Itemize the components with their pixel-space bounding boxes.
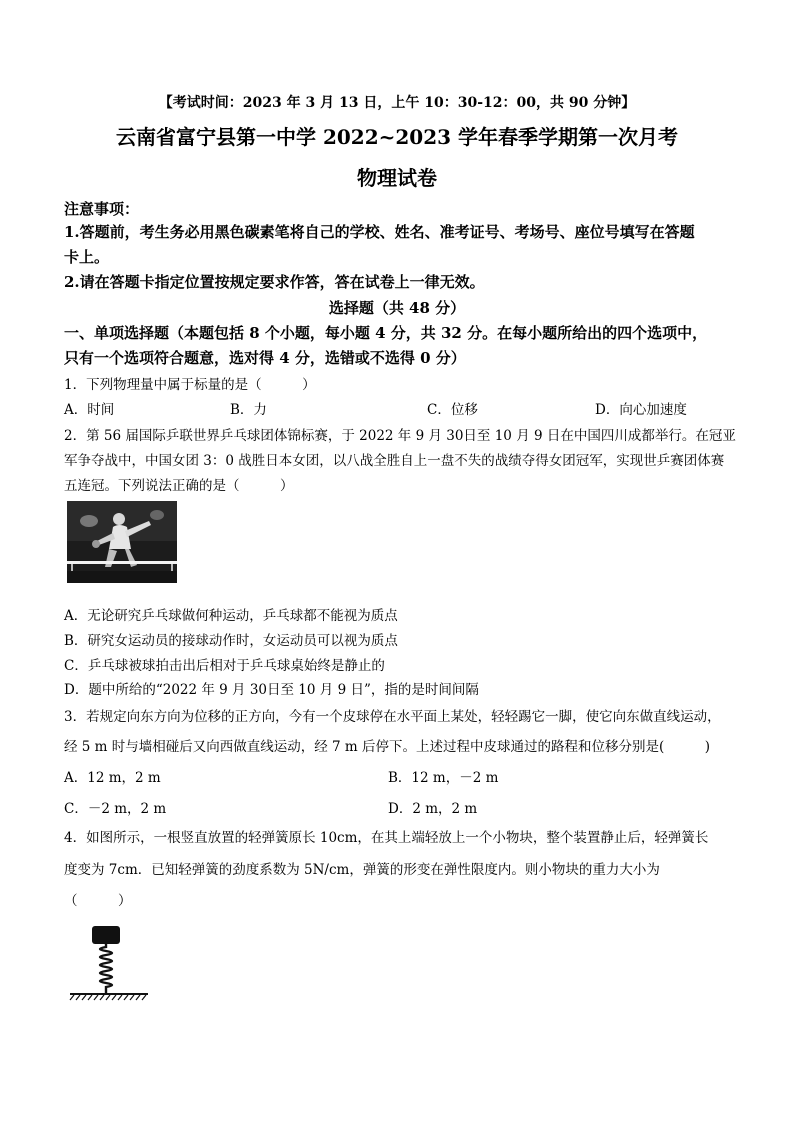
q3-stem-line-2: 经 5 m 时与墙相碰后又向西做直线运动，经 7 m 后停下。上述过程中皮球通过的路程和位移分别是( ) — [64, 739, 711, 755]
q2-stem-line-2: 军争夺战中，中国女团 3：0 战胜日本女团，以八战全胜自上一盘不失的战绩夺得女团冠军，实现世乒赛团体赛 — [64, 453, 725, 469]
q2-option-b: B．研究女运动员的接球动作时，女运动员可以视为质点 — [64, 633, 398, 649]
spring-block-diagram — [66, 920, 156, 1004]
q3-stem-line-1: 3．若规定向东方向为位移的正方向，今有一个皮球停在水平面上某处，轻轻踢它一脚，使它向东做直线运动， — [64, 709, 721, 725]
q4-stem-line-1: 4．如图所示，一根竖直放置的轻弹簧原长 10cm，在其上端轻放上一个小物块，整个装置静止后，轻弹簧长 — [64, 830, 709, 846]
q2-option-c: C．乒乓球被球拍击出后相对于乒乓球桌始终是静止的 — [64, 658, 385, 674]
table-tennis-player-photo — [67, 501, 177, 583]
section-title: 选择题（共 48 分） — [328, 299, 466, 317]
q1-stem: 1．下列物理量中属于标量的是（ ） — [64, 377, 316, 393]
q4-stem-line-3: （ ） — [64, 893, 132, 909]
q1-option-a: A．时间 — [64, 402, 115, 418]
exam-title: 云南省富宁县第一中学 2022~2023 学年春季学期第一次月考 — [115, 125, 678, 149]
q2-option-d: D．题中所给的“2022 年 9 月 30日至 10 月 9 日”，指的是时间间隔 — [64, 682, 479, 698]
q1-option-b: B．力 — [230, 402, 267, 418]
q3-option-d: D．2 m，2 m — [388, 801, 478, 817]
notes-item-2: 2.请在答题卡指定位置按规定要求作答，答在试卷上一律无效。 — [64, 273, 485, 291]
q4-stem-line-2: 度变为 7cm．已知轻弹簧的劲度系数为 5N/cm，弹簧的形变在弹性限度内。则小物块的重力大小为 — [64, 862, 660, 878]
notes-heading: 注意事项： — [64, 200, 140, 218]
q2-stem-line-1: 2．第 56 届国际乒联世界乒乓球团体锦标赛，于 2022 年 9 月 30日至 10 月 9 日在中国四川成都举行。在冠亚 — [64, 428, 736, 444]
notes-item-1-line-2: 卡上。 — [64, 248, 110, 266]
q3-option-a: A．12 m，2 m — [64, 770, 161, 786]
q2-stem-line-3: 五连冠。下列说法正确的是（ ） — [64, 478, 294, 494]
exam-subtitle: 物理试卷 — [357, 166, 437, 190]
q3-option-c: C．－2 m，2 m — [64, 801, 167, 817]
q1-option-c: C．位移 — [427, 402, 478, 418]
part1-instructions-line-2: 只有一个选项符合题意，选对得 4 分，选错或不选得 0 分） — [64, 349, 466, 367]
exam-time: 【考试时间：2023 年 3 月 13 日，上午 10：30-12：00，共 90 分钟】 — [158, 95, 636, 111]
q1-option-d: D．向心加速度 — [595, 402, 687, 418]
q2-option-a: A．无论研究乒乓球做何种运动，乒乓球都不能视为质点 — [64, 608, 398, 624]
notes-item-1-line-1: 1.答题前，考生务必用黑色碳素笔将自己的学校、姓名、准考证号、考场号、座位号填写在答题 — [64, 223, 695, 241]
q3-option-b: B．12 m，－2 m — [388, 770, 499, 786]
part1-instructions-line-1: 一、单项选择题（本题包括 8 个小题，每小题 4 分，共 32 分。在每小题所给出的四个选项中， — [64, 324, 708, 342]
